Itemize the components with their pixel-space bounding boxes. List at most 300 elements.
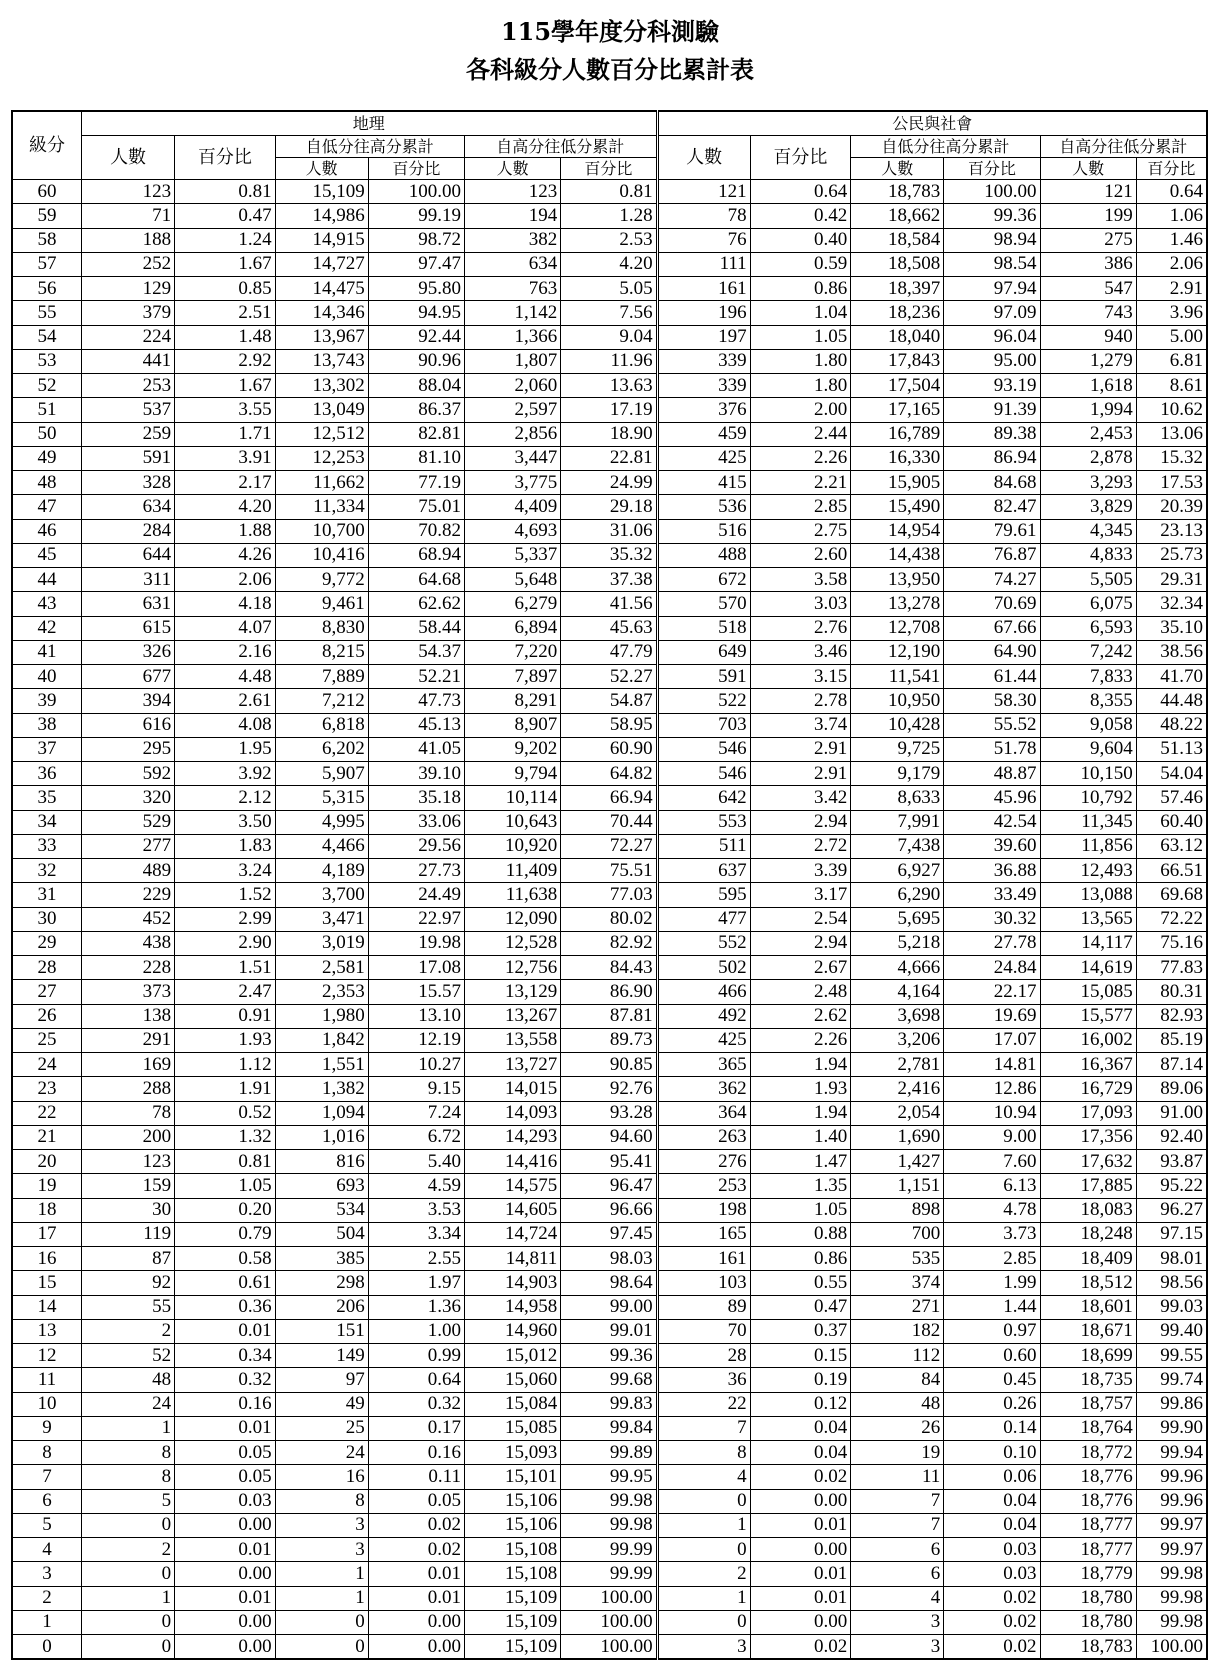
cell-geo-cum-high-percent: 41.56: [561, 592, 657, 616]
cell-civ-cum-low-percent: 58.30: [944, 689, 1040, 713]
cell-level: 42: [12, 616, 82, 640]
cell-civ-percent: 3.74: [750, 713, 851, 737]
table-row: [12, 228, 1207, 252]
cell-level: 34: [12, 810, 82, 834]
cell-civ-cum-low-count: 10,950: [851, 689, 944, 713]
cell-geo-cum-low-percent: 3.53: [368, 1198, 464, 1222]
cell-civ-cum-high-percent: 2.06: [1136, 252, 1207, 276]
cell-civ-cum-high-count: 18,601: [1040, 1295, 1136, 1319]
cell-level: 38: [12, 713, 82, 737]
cell-civ-cum-low-count: 2,781: [851, 1053, 944, 1077]
cell-civ-cum-low-percent: 0.06: [944, 1465, 1040, 1489]
cell-civ-cum-high-count: 1,279: [1040, 349, 1136, 373]
cell-civ-cum-high-percent: 99.96: [1136, 1489, 1207, 1513]
cell-civ-percent: 2.26: [750, 1028, 851, 1052]
cell-civ-cum-low-count: 4,666: [851, 956, 944, 980]
cell-geo-count: 92: [82, 1271, 175, 1295]
cell-civ-cum-low-count: 17,165: [851, 398, 944, 422]
cell-civ-cum-low-percent: 1.44: [944, 1295, 1040, 1319]
cell-geo-cum-high-percent: 84.43: [561, 956, 657, 980]
cell-geo-cum-high-percent: 54.87: [561, 689, 657, 713]
cell-geo-cum-high-percent: 2.53: [561, 228, 657, 252]
cell-level: 46: [12, 519, 82, 543]
cell-geo-percent: 4.48: [175, 665, 276, 689]
cell-civ-cum-high-percent: 54.04: [1136, 762, 1207, 786]
cell-geo-cum-low-count: 6,202: [275, 737, 368, 761]
cell-geo-percent: 0.58: [175, 1247, 276, 1271]
cell-civ-cum-high-percent: 48.22: [1136, 713, 1207, 737]
cell-civ-cum-low-percent: 86.94: [944, 446, 1040, 470]
cell-civ-cum-high-percent: 69.68: [1136, 883, 1207, 907]
cell-geo-cum-low-count: 6,818: [275, 713, 368, 737]
cell-geo-cum-low-percent: 0.11: [368, 1465, 464, 1489]
cell-civ-percent: 0.59: [750, 252, 851, 276]
cell-geo-cum-low-percent: 19.98: [368, 931, 464, 955]
cell-geo-cum-low-count: 1,094: [275, 1101, 368, 1125]
cell-geo-cum-high-count: 6,279: [464, 592, 560, 616]
cell-civ-cum-high-count: 17,632: [1040, 1150, 1136, 1174]
table-row: [12, 1319, 1207, 1343]
cell-geo-percent: 0.47: [175, 204, 276, 228]
cell-geo-cum-high-percent: 80.02: [561, 907, 657, 931]
cell-civ-cum-low-count: 7: [851, 1489, 944, 1513]
cell-level: 23: [12, 1077, 82, 1101]
cell-civ-cum-high-percent: 35.10: [1136, 616, 1207, 640]
table-row: [12, 1004, 1207, 1028]
cell-geo-cum-low-count: 11,334: [275, 495, 368, 519]
cell-geo-count: 123: [82, 1150, 175, 1174]
table-row: [12, 713, 1207, 737]
cell-geo-cum-low-percent: 0.16: [368, 1441, 464, 1465]
cell-geo-cum-low-percent: 1.36: [368, 1295, 464, 1319]
cell-geo-count: 592: [82, 762, 175, 786]
cell-civ-cum-high-count: 12,493: [1040, 859, 1136, 883]
cell-civ-cum-high-percent: 82.93: [1136, 1004, 1207, 1028]
cell-civ-cum-low-percent: 0.10: [944, 1441, 1040, 1465]
cell-civ-cum-high-percent: 63.12: [1136, 834, 1207, 858]
header-high-to-low: 自高分往低分累計: [1040, 136, 1207, 158]
cell-civ-cum-low-count: 13,278: [851, 592, 944, 616]
cell-geo-cum-low-percent: 39.10: [368, 762, 464, 786]
header-percent: 百分比: [561, 158, 657, 180]
cell-geo-cum-low-count: 12,512: [275, 422, 368, 446]
cell-geo-percent: 0.85: [175, 277, 276, 301]
cell-geo-cum-high-percent: 96.66: [561, 1198, 657, 1222]
cell-geo-cum-low-percent: 13.10: [368, 1004, 464, 1028]
cell-civ-cum-low-count: 15,905: [851, 471, 944, 495]
cell-civ-cum-low-count: 7,991: [851, 810, 944, 834]
cell-geo-cum-low-percent: 54.37: [368, 640, 464, 664]
cell-civ-count: 637: [657, 859, 750, 883]
cell-geo-cum-high-count: 1,807: [464, 349, 560, 373]
cell-geo-percent: 0.16: [175, 1392, 276, 1416]
cell-geo-cum-low-percent: 12.19: [368, 1028, 464, 1052]
cell-geo-count: 328: [82, 471, 175, 495]
cell-civ-cum-high-percent: 99.98: [1136, 1610, 1207, 1634]
cell-geo-cum-high-percent: 99.00: [561, 1295, 657, 1319]
cell-civ-percent: 2.00: [750, 398, 851, 422]
cell-civ-cum-high-count: 7,833: [1040, 665, 1136, 689]
cell-civ-cum-low-percent: 79.61: [944, 519, 1040, 543]
cell-geo-cum-low-percent: 95.80: [368, 277, 464, 301]
cell-civ-count: 8: [657, 1441, 750, 1465]
cell-geo-cum-low-percent: 35.18: [368, 786, 464, 810]
cell-geo-percent: 2.16: [175, 640, 276, 664]
cell-civ-cum-low-percent: 0.14: [944, 1416, 1040, 1440]
cell-civ-cum-low-percent: 82.47: [944, 495, 1040, 519]
cell-civ-cum-high-count: 18,512: [1040, 1271, 1136, 1295]
cell-civ-cum-low-count: 18,040: [851, 325, 944, 349]
cell-civ-cum-high-count: 18,699: [1040, 1344, 1136, 1368]
cell-civ-count: 642: [657, 786, 750, 810]
cell-civ-cum-high-percent: 25.73: [1136, 543, 1207, 567]
table-row: [12, 519, 1207, 543]
table-row: [12, 1465, 1207, 1489]
cell-geo-cum-high-percent: 100.00: [561, 1635, 657, 1660]
cell-geo-cum-low-count: 8,215: [275, 640, 368, 664]
cell-geo-cum-low-count: 13,967: [275, 325, 368, 349]
cell-civ-cum-high-count: 18,757: [1040, 1392, 1136, 1416]
cell-civ-cum-high-count: 3,293: [1040, 471, 1136, 495]
cell-geo-cum-low-percent: 99.19: [368, 204, 464, 228]
cell-level: 40: [12, 665, 82, 689]
cell-geo-cum-low-percent: 9.15: [368, 1077, 464, 1101]
cell-civ-cum-high-percent: 41.70: [1136, 665, 1207, 689]
cell-civ-cum-low-percent: 2.85: [944, 1247, 1040, 1271]
cell-civ-cum-high-percent: 99.97: [1136, 1538, 1207, 1562]
cell-civ-percent: 1.04: [750, 301, 851, 325]
cell-civ-cum-low-count: 18,508: [851, 252, 944, 276]
header-level: 級分: [12, 111, 82, 180]
cell-geo-percent: 0.05: [175, 1465, 276, 1489]
cell-geo-cum-low-percent: 62.62: [368, 592, 464, 616]
cell-civ-count: 425: [657, 1028, 750, 1052]
cell-geo-percent: 1.48: [175, 325, 276, 349]
cell-geo-count: 634: [82, 495, 175, 519]
cell-civ-cum-low-count: 2,054: [851, 1101, 944, 1125]
cell-civ-cum-low-count: 1,151: [851, 1174, 944, 1198]
cell-geo-cum-high-count: 194: [464, 204, 560, 228]
cell-geo-percent: 0.20: [175, 1198, 276, 1222]
cell-civ-cum-low-count: 18,236: [851, 301, 944, 325]
cell-geo-cum-low-count: 0: [275, 1635, 368, 1660]
cell-geo-count: 229: [82, 883, 175, 907]
cell-civ-percent: 2.44: [750, 422, 851, 446]
cell-civ-percent: 0.00: [750, 1610, 851, 1634]
cell-geo-cum-high-percent: 70.44: [561, 810, 657, 834]
cell-geo-cum-low-count: 9,772: [275, 568, 368, 592]
cell-geo-cum-low-percent: 0.32: [368, 1392, 464, 1416]
cell-civ-cum-high-percent: 93.87: [1136, 1150, 1207, 1174]
cell-civ-cum-low-percent: 74.27: [944, 568, 1040, 592]
cell-civ-cum-high-count: 275: [1040, 228, 1136, 252]
cell-civ-percent: 3.39: [750, 859, 851, 883]
cell-geo-cum-high-count: 2,060: [464, 374, 560, 398]
cell-civ-cum-high-percent: 29.31: [1136, 568, 1207, 592]
cell-geo-percent: 3.50: [175, 810, 276, 834]
cell-civ-cum-low-count: 12,708: [851, 616, 944, 640]
cell-geo-cum-low-percent: 94.95: [368, 301, 464, 325]
cell-geo-cum-high-percent: 58.95: [561, 713, 657, 737]
cell-geo-count: 1: [82, 1416, 175, 1440]
cell-geo-cum-high-percent: 47.79: [561, 640, 657, 664]
table-row: [12, 495, 1207, 519]
cell-geo-cum-high-percent: 93.28: [561, 1101, 657, 1125]
cell-geo-count: 616: [82, 713, 175, 737]
cell-geo-percent: 1.51: [175, 956, 276, 980]
cell-civ-cum-low-percent: 51.78: [944, 737, 1040, 761]
cell-civ-cum-low-percent: 9.00: [944, 1125, 1040, 1149]
table-row: [12, 1150, 1207, 1174]
cell-geo-count: 8: [82, 1465, 175, 1489]
cell-geo-cum-high-count: 1,366: [464, 325, 560, 349]
cell-civ-cum-high-percent: 6.81: [1136, 349, 1207, 373]
cell-civ-percent: 0.55: [750, 1271, 851, 1295]
cell-geo-cum-high-count: 15,093: [464, 1441, 560, 1465]
cell-civ-cum-high-count: 8,355: [1040, 689, 1136, 713]
cell-geo-cum-low-count: 13,743: [275, 349, 368, 373]
cell-geo-cum-high-percent: 24.99: [561, 471, 657, 495]
cell-civ-cum-low-count: 13,950: [851, 568, 944, 592]
cell-geo-count: 5: [82, 1489, 175, 1513]
cell-level: 17: [12, 1222, 82, 1246]
cell-civ-cum-high-count: 6,075: [1040, 592, 1136, 616]
cell-geo-percent: 2.47: [175, 980, 276, 1004]
cell-geo-cum-low-count: 14,727: [275, 252, 368, 276]
cell-civ-percent: 3.42: [750, 786, 851, 810]
cell-geo-cum-low-percent: 22.97: [368, 907, 464, 931]
cell-civ-count: 1: [657, 1586, 750, 1610]
table-row: [12, 277, 1207, 301]
cell-geo-cum-low-percent: 6.72: [368, 1125, 464, 1149]
cell-civ-cum-low-percent: 45.96: [944, 786, 1040, 810]
cell-geo-cum-high-count: 1,142: [464, 301, 560, 325]
cell-civ-count: 263: [657, 1125, 750, 1149]
cell-level: 56: [12, 277, 82, 301]
cell-civ-count: 553: [657, 810, 750, 834]
cell-civ-cum-high-percent: 91.00: [1136, 1101, 1207, 1125]
cell-civ-cum-low-count: 17,504: [851, 374, 944, 398]
cell-geo-cum-low-count: 97: [275, 1368, 368, 1392]
cell-geo-cum-low-count: 1,980: [275, 1004, 368, 1028]
cell-geo-cum-low-count: 3,700: [275, 883, 368, 907]
cell-geo-cum-high-percent: 64.82: [561, 762, 657, 786]
cell-civ-cum-high-percent: 99.55: [1136, 1344, 1207, 1368]
cell-geo-count: 2: [82, 1319, 175, 1343]
cell-civ-count: 672: [657, 568, 750, 592]
cell-geo-cum-high-percent: 99.89: [561, 1441, 657, 1465]
cell-geo-count: 489: [82, 859, 175, 883]
cell-geo-cum-high-percent: 0.81: [561, 180, 657, 204]
cell-geo-percent: 3.92: [175, 762, 276, 786]
cell-geo-cum-low-count: 14,475: [275, 277, 368, 301]
cell-civ-cum-high-percent: 15.32: [1136, 446, 1207, 470]
cell-geo-cum-low-percent: 10.27: [368, 1053, 464, 1077]
cell-geo-count: 288: [82, 1077, 175, 1101]
cell-geo-percent: 2.51: [175, 301, 276, 325]
cell-civ-cum-high-count: 2,878: [1040, 446, 1136, 470]
cell-civ-cum-low-count: 271: [851, 1295, 944, 1319]
cell-civ-count: 570: [657, 592, 750, 616]
cell-civ-percent: 2.75: [750, 519, 851, 543]
cell-geo-percent: 1.71: [175, 422, 276, 446]
cell-geo-cum-high-count: 5,648: [464, 568, 560, 592]
table-row: [12, 1586, 1207, 1610]
cell-civ-cum-low-percent: 84.68: [944, 471, 1040, 495]
cell-geo-count: 159: [82, 1174, 175, 1198]
cell-civ-cum-high-count: 18,764: [1040, 1416, 1136, 1440]
cell-civ-cum-high-percent: 97.15: [1136, 1222, 1207, 1246]
cell-civ-cum-low-percent: 64.90: [944, 640, 1040, 664]
cell-civ-cum-low-percent: 0.03: [944, 1562, 1040, 1586]
cell-geo-percent: 0.91: [175, 1004, 276, 1028]
cell-civ-cum-high-percent: 13.06: [1136, 422, 1207, 446]
header-count: 人數: [851, 158, 944, 180]
cell-geo-cum-high-percent: 7.56: [561, 301, 657, 325]
cell-geo-cum-high-count: 15,109: [464, 1610, 560, 1634]
header-percent: 百分比: [750, 136, 851, 180]
cell-geo-cum-low-count: 816: [275, 1150, 368, 1174]
cell-geo-count: 0: [82, 1562, 175, 1586]
cell-geo-cum-high-percent: 99.99: [561, 1538, 657, 1562]
cell-civ-cum-high-percent: 8.61: [1136, 374, 1207, 398]
cell-civ-count: 161: [657, 277, 750, 301]
cell-civ-cum-low-percent: 27.78: [944, 931, 1040, 955]
cell-geo-cum-high-count: 14,811: [464, 1247, 560, 1271]
cell-geo-count: 0: [82, 1635, 175, 1660]
cell-geo-percent: 1.93: [175, 1028, 276, 1052]
cell-civ-percent: 0.01: [750, 1586, 851, 1610]
cell-level: 21: [12, 1125, 82, 1149]
cell-geo-percent: 4.26: [175, 543, 276, 567]
cell-civ-cum-high-percent: 99.98: [1136, 1562, 1207, 1586]
cell-geo-cum-low-count: 3,471: [275, 907, 368, 931]
cell-civ-cum-high-percent: 66.51: [1136, 859, 1207, 883]
cell-geo-cum-high-percent: 1.28: [561, 204, 657, 228]
cell-civ-cum-high-count: 18,777: [1040, 1538, 1136, 1562]
cell-civ-cum-low-percent: 22.17: [944, 980, 1040, 1004]
table-row: [12, 325, 1207, 349]
cell-civ-cum-low-count: 14,438: [851, 543, 944, 567]
cell-geo-cum-low-percent: 17.08: [368, 956, 464, 980]
cell-civ-cum-low-count: 14,954: [851, 519, 944, 543]
table-row: [12, 252, 1207, 276]
table-row: [12, 1513, 1207, 1537]
cell-geo-cum-high-percent: 77.03: [561, 883, 657, 907]
cell-level: 37: [12, 737, 82, 761]
cell-level: 27: [12, 980, 82, 1004]
cell-level: 52: [12, 374, 82, 398]
cell-civ-cum-high-count: 940: [1040, 325, 1136, 349]
cell-civ-cum-low-count: 19: [851, 1441, 944, 1465]
cell-civ-cum-high-count: 547: [1040, 277, 1136, 301]
cell-geo-percent: 0.81: [175, 1150, 276, 1174]
table-row: [12, 1101, 1207, 1125]
cell-geo-cum-high-percent: 98.03: [561, 1247, 657, 1271]
cell-civ-percent: 2.78: [750, 689, 851, 713]
cell-civ-cum-high-count: 18,735: [1040, 1368, 1136, 1392]
cell-geo-percent: 2.90: [175, 931, 276, 955]
cell-geo-percent: 0.01: [175, 1416, 276, 1440]
cell-civ-cum-high-percent: 80.31: [1136, 980, 1207, 1004]
cell-geo-count: 0: [82, 1610, 175, 1634]
cell-level: 5: [12, 1513, 82, 1537]
cell-geo-cum-low-count: 298: [275, 1271, 368, 1295]
cell-civ-count: 7: [657, 1416, 750, 1440]
table-row: [12, 568, 1207, 592]
cell-geo-cum-low-count: 13,302: [275, 374, 368, 398]
cell-geo-cum-low-count: 3: [275, 1538, 368, 1562]
table-row: [12, 907, 1207, 931]
cell-civ-cum-high-percent: 75.16: [1136, 931, 1207, 955]
cell-civ-cum-low-percent: 76.87: [944, 543, 1040, 567]
cell-geo-percent: 1.12: [175, 1053, 276, 1077]
cell-geo-cum-high-count: 15,085: [464, 1416, 560, 1440]
cell-civ-percent: 0.00: [750, 1538, 851, 1562]
cell-level: 13: [12, 1319, 82, 1343]
cell-civ-cum-high-count: 9,604: [1040, 737, 1136, 761]
cell-geo-count: 71: [82, 204, 175, 228]
cell-civ-cum-low-count: 6,290: [851, 883, 944, 907]
cell-geo-cum-high-percent: 11.96: [561, 349, 657, 373]
header-subject-civics: 公民與社會: [657, 111, 1207, 136]
cell-geo-count: 295: [82, 737, 175, 761]
header-percent: 百分比: [368, 158, 464, 180]
cell-geo-cum-high-percent: 99.98: [561, 1489, 657, 1513]
cell-geo-cum-high-percent: 60.90: [561, 737, 657, 761]
cell-geo-cum-high-percent: 92.76: [561, 1077, 657, 1101]
cell-geo-cum-high-percent: 52.27: [561, 665, 657, 689]
cell-geo-cum-low-count: 149: [275, 1344, 368, 1368]
cell-geo-cum-high-percent: 13.63: [561, 374, 657, 398]
cell-geo-cum-high-percent: 35.32: [561, 543, 657, 567]
cell-civ-cum-high-count: 3,829: [1040, 495, 1136, 519]
cell-civ-percent: 3.15: [750, 665, 851, 689]
cell-geo-count: 591: [82, 446, 175, 470]
cell-civ-percent: 2.91: [750, 762, 851, 786]
cell-geo-cum-low-count: 504: [275, 1222, 368, 1246]
cell-geo-percent: 0.00: [175, 1635, 276, 1660]
cell-geo-cum-high-percent: 95.41: [561, 1150, 657, 1174]
cell-level: 25: [12, 1028, 82, 1052]
cell-geo-count: 87: [82, 1247, 175, 1271]
cell-civ-cum-low-count: 182: [851, 1319, 944, 1343]
cell-geo-cum-low-percent: 15.57: [368, 980, 464, 1004]
cell-level: 30: [12, 907, 82, 931]
cell-civ-cum-low-percent: 6.13: [944, 1174, 1040, 1198]
cell-civ-percent: 2.54: [750, 907, 851, 931]
cell-geo-cum-high-count: 15,109: [464, 1586, 560, 1610]
header-count: 人數: [1040, 158, 1136, 180]
table-row: [12, 640, 1207, 664]
cell-geo-cum-low-count: 14,915: [275, 228, 368, 252]
cell-civ-cum-low-count: 7: [851, 1513, 944, 1537]
cell-geo-cum-low-count: 14,346: [275, 301, 368, 325]
cell-geo-cum-high-count: 14,015: [464, 1077, 560, 1101]
cell-civ-count: 165: [657, 1222, 750, 1246]
cell-geo-cum-high-count: 15,108: [464, 1562, 560, 1586]
cell-geo-cum-low-count: 151: [275, 1319, 368, 1343]
cell-geo-cum-low-percent: 0.00: [368, 1635, 464, 1660]
cell-geo-percent: 0.32: [175, 1368, 276, 1392]
cell-geo-cum-low-percent: 90.96: [368, 349, 464, 373]
cell-civ-cum-low-percent: 98.54: [944, 252, 1040, 276]
header-count: 人數: [657, 136, 750, 180]
cell-geo-cum-high-percent: 99.83: [561, 1392, 657, 1416]
cell-civ-cum-low-percent: 0.04: [944, 1513, 1040, 1537]
cell-civ-cum-low-percent: 89.38: [944, 422, 1040, 446]
cell-civ-count: 78: [657, 204, 750, 228]
